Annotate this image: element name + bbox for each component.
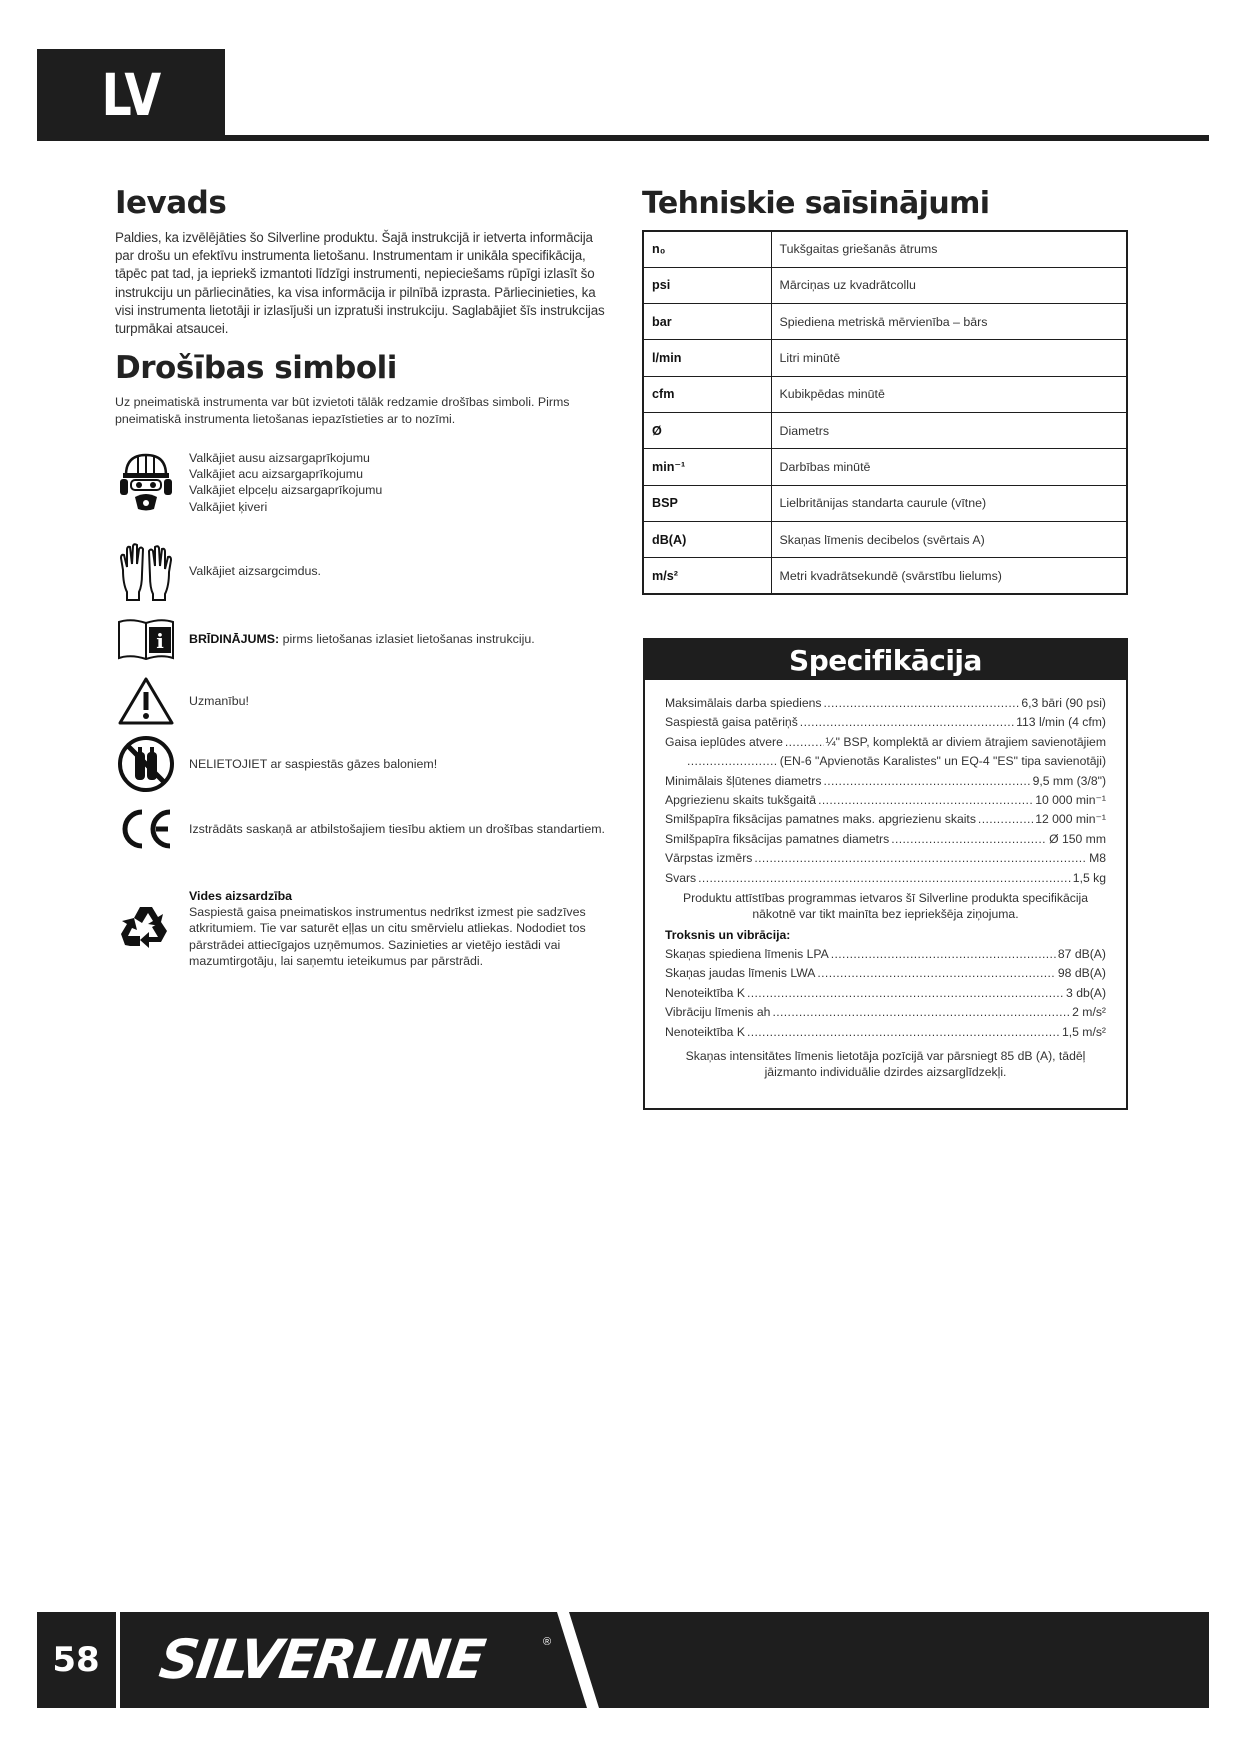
symbol-gloves [115, 540, 635, 602]
spec-row [665, 810, 1106, 829]
ppe-line-respiratory: Valkājiet elpceļu aizsargaprīkojumu [189, 483, 383, 498]
gloves-icon [115, 540, 177, 602]
spec-label: Vārpstas izmērs [665, 851, 753, 866]
spec-label: Nenoteiktība K [665, 985, 745, 1000]
spec-row [665, 1003, 1106, 1022]
noise-vibration-title: Troksnis un vibrācija: [665, 928, 791, 943]
spec-label: Minimālais šļūtenes diametrs [665, 773, 822, 788]
manual-text [189, 631, 535, 647]
ppe-line-helmet: Valkājiet ķiveri [189, 499, 268, 514]
symbol-no-cylinders [115, 733, 635, 795]
spec-leader [823, 772, 1030, 791]
abbreviation-key: BSP [643, 485, 771, 521]
spec-row [665, 694, 1106, 713]
page-number: 58 [52, 1640, 100, 1680]
spec-leader [817, 964, 1056, 983]
header-rule [225, 135, 1209, 141]
abbreviations-title: Tehniskie saīsinājumi [642, 186, 990, 221]
language-badge: LV [37, 49, 225, 141]
no-gas-cylinder-icon [115, 733, 177, 795]
spec-row [665, 733, 1106, 752]
svg-text:i: i [156, 629, 164, 653]
symbol-environment [115, 888, 635, 969]
intro-section [115, 183, 605, 338]
spec-leader [891, 830, 1047, 849]
spec-value: 12 000 min⁻¹ [1035, 812, 1106, 827]
abbreviation-key: Ø [643, 412, 771, 448]
symbol-manual [115, 608, 635, 670]
spec-leader [754, 849, 1087, 868]
abbreviation-desc: Litri minūtē [771, 340, 1127, 376]
spec-row [665, 772, 1106, 791]
abbreviation-row [643, 340, 1127, 376]
spec-label: Smilšpapīra fiksācijas pamatnes maks. apgriezienu skaits [665, 812, 976, 827]
spec-label: Skaņas jaudas līmenis LWA [665, 966, 816, 981]
spec-leader [747, 984, 1064, 1003]
spec-leader [747, 1023, 1060, 1042]
specification-box [643, 638, 1128, 1110]
spec-value: (EN-6 "Apvienotās Karalistes" un EQ-4 "ES" tipa savienotāji) [779, 754, 1106, 769]
abbreviation-key: dB(A) [643, 521, 771, 557]
ppe-icon [115, 451, 177, 513]
spec-row [665, 964, 1106, 983]
spec-leader [818, 791, 1033, 810]
spec-row [665, 945, 1106, 964]
abbreviation-key: l/min [643, 340, 771, 376]
abbreviation-row [643, 449, 1127, 485]
ppe-line-eyes: Valkājiet acu aizsargaprīkojumu [189, 467, 364, 482]
spec-row [665, 752, 1106, 771]
spec-leader [772, 1003, 1070, 1022]
registered-mark: ® [543, 1636, 552, 1648]
spec-label: Svars [665, 870, 697, 885]
symbol-ce [115, 798, 635, 860]
spec-label: Nenoteiktība K [665, 1024, 745, 1039]
logo-slash-icon [555, 1612, 615, 1708]
abbreviation-key: cfm [643, 376, 771, 412]
abbreviation-desc: Kubikpēdas minūtē [771, 376, 1127, 412]
spec-row [665, 830, 1106, 849]
caution-text: Uzmanību! [189, 693, 249, 708]
abbreviations-table [642, 230, 1128, 595]
symbol-ppe [115, 450, 635, 515]
spec-value: Ø 150 mm [1049, 831, 1106, 846]
spec-row [665, 984, 1106, 1003]
spec-value: 113 l/min (4 cfm) [1016, 715, 1106, 730]
spec-row [665, 849, 1106, 868]
spec-row [665, 791, 1106, 810]
spec-value: 6,3 bāri (90 psi) [1021, 696, 1106, 710]
abbreviation-row [643, 521, 1127, 557]
abbreviation-desc: Spiediena metriskā mērvienība – bārs [771, 304, 1127, 340]
ce-mark-icon [115, 798, 177, 860]
manual-book-icon [115, 608, 177, 670]
specification-title: Specifikācija [645, 640, 1126, 680]
abbreviation-row [643, 231, 1127, 267]
environment-text [189, 888, 619, 969]
manual-warning-label: BRĪDINĀJUMS: [189, 631, 280, 646]
abbreviation-row [643, 304, 1127, 340]
symbol-caution [115, 670, 635, 732]
safety-title: Drošības simboli [115, 350, 397, 386]
manual-warning-rest: pirms lietošanas izlasiet lietošanas instrukciju. [279, 631, 535, 646]
spec-label: Apgriezienu skaits tukšgaitā [665, 793, 817, 808]
spec-label: Skaņas spiediena līmenis LPA [665, 947, 829, 962]
spec-label: Smilšpapīra fiksācijas pamatnes diametrs [665, 831, 890, 846]
abbreviation-desc: Skaņas līmenis decibelos (svērtais A) [771, 521, 1127, 557]
abbreviation-desc: Mārciņas uz kvadrātcollu [771, 267, 1127, 303]
abbreviation-key: m/s² [643, 558, 771, 594]
spec-value: 1,5 kg [1072, 870, 1106, 885]
abbreviation-row [643, 267, 1127, 303]
recycle-icon [115, 898, 177, 960]
spec-label: Saspiestā gaisa patēriņš [665, 715, 798, 730]
spec-value: 10 000 min⁻¹ [1035, 793, 1106, 808]
abbreviation-desc: Diametrs [771, 412, 1127, 448]
spec-row [665, 869, 1106, 888]
spec-value: 3 db(A) [1066, 985, 1106, 1000]
spec-label: Gaisa ieplūdes atvere [665, 734, 783, 749]
spec-value: ¼" BSP, komplektā ar diviem ātrajiem savienotājiem [825, 734, 1106, 749]
abbreviation-desc: Darbības minūtē [771, 449, 1127, 485]
spec-row [665, 713, 1106, 732]
abbreviation-row [643, 412, 1127, 448]
no-cylinders-text: NELIETOJIET ar saspiestās gāzes baloniem! [189, 756, 438, 771]
abbreviation-row [643, 485, 1127, 521]
warning-triangle-icon [115, 670, 177, 732]
abbreviation-key: bar [643, 304, 771, 340]
ppe-line-ears: Valkājiet ausu aizsargaprīkojumu [189, 451, 370, 465]
specification-note: Produktu attīstības programmas ietvaros šī Silverline produkta specifikācija nākotnē var tikt mainīta bez iepriekšēja ziņojuma. [682, 891, 1089, 922]
intro-title: Ievads [115, 185, 227, 221]
abbreviation-key: psi [643, 267, 771, 303]
spec-leader [785, 733, 824, 752]
spec-label: Vibrāciju līmenis ah [665, 1005, 771, 1020]
abbreviation-desc: Lielbritānijas standarta caurule (vītne) [771, 485, 1127, 521]
specification-body [645, 680, 1126, 1080]
safety-section [115, 348, 605, 427]
spec-value: 87 dB(A) [1057, 947, 1106, 962]
spec-value: 9,5 mm (3/8") [1032, 773, 1106, 788]
abbreviation-key: n₀ [643, 231, 771, 267]
footer-divider [116, 1612, 120, 1708]
abbreviation-key: min⁻¹ [643, 449, 771, 485]
abbreviation-row [643, 558, 1127, 594]
spec-leader [823, 694, 1019, 713]
noise-footnote: Skaņas intensitātes līmenis lietotāja pozīcijā var pārsniegt 85 dB (A), tādēļ jāizmanto individuālie dzirdes aizsarglīdzekļi. [685, 1049, 1086, 1080]
ce-text: Izstrādāts saskaņā ar atbilstošajiem tiesību aktiem un drošības standartiem. [189, 821, 605, 836]
safety-lead: Uz pneimatiskā instrumenta var būt izvietoti tālāk redzamie drošības simboli. Pirms pneimatiskā instrumenta lietošanas iepazīstieties ar to nozīmi. [115, 395, 570, 426]
environment-title: Vides aizsardzība [189, 889, 293, 903]
abbreviation-desc: Tukšgaitas griešanās ātrums [771, 231, 1127, 267]
spec-leader [831, 945, 1056, 964]
ppe-text [189, 450, 382, 515]
spec-label: Maksimālais darba spiediens [665, 696, 822, 710]
spec-leader [698, 869, 1071, 888]
abbreviation-desc: Metri kvadrātsekundē (svārstību lielums) [771, 558, 1127, 594]
spec-leader [800, 713, 1014, 732]
gloves-text: Valkājiet aizsargcimdus. [189, 563, 321, 578]
intro-text: Paldies, ka izvēlējāties šo Silverline produktu. Šajā instrukcijā ir ietverta informācija par drošu un efektīvu instrumenta lietošanu. Instrumentam ir unikāla specifikācija, tāpēc pat tad, ja iepriekš izmantoti līdzīgi instrumenti, nepieciešams rūpīgi izlasīt šo instrukciju un pārliecināties, ka visa informācija ir pilnībā izprasta. Pārliecinieties, ka visi instrumenta lietotāji ir izlasījuši un izpratuši instrukciju. Saglabājiet šīs instrukcijas turpmākai atsaucei. [115, 230, 605, 337]
environment-body: Saspiestā gaisa pneimatiskos instrumentus nedrīkst izmest pie sadzīves atkritumiem. Tie var saturēt eļļas un citu smērvielu atliekas. Nododiet tos pārstrādei attiecīgajos uzņēmumos. Sazinieties ar vietējo iestādi vai mazumtirgotāju, lai saņemtu ieteikumus par pārstrādi. [189, 905, 586, 968]
abbreviation-row [643, 376, 1127, 412]
spec-leader [687, 752, 778, 771]
spec-leader [978, 810, 1033, 829]
spec-value: 98 dB(A) [1057, 966, 1106, 981]
spec-value: 2 m/s² [1072, 1005, 1106, 1020]
spec-value: 1,5 m/s² [1061, 1024, 1106, 1039]
spec-value: M8 [1089, 851, 1106, 866]
silverline-logo: SILVERLINE [155, 1628, 488, 1691]
spec-row [665, 1023, 1106, 1042]
